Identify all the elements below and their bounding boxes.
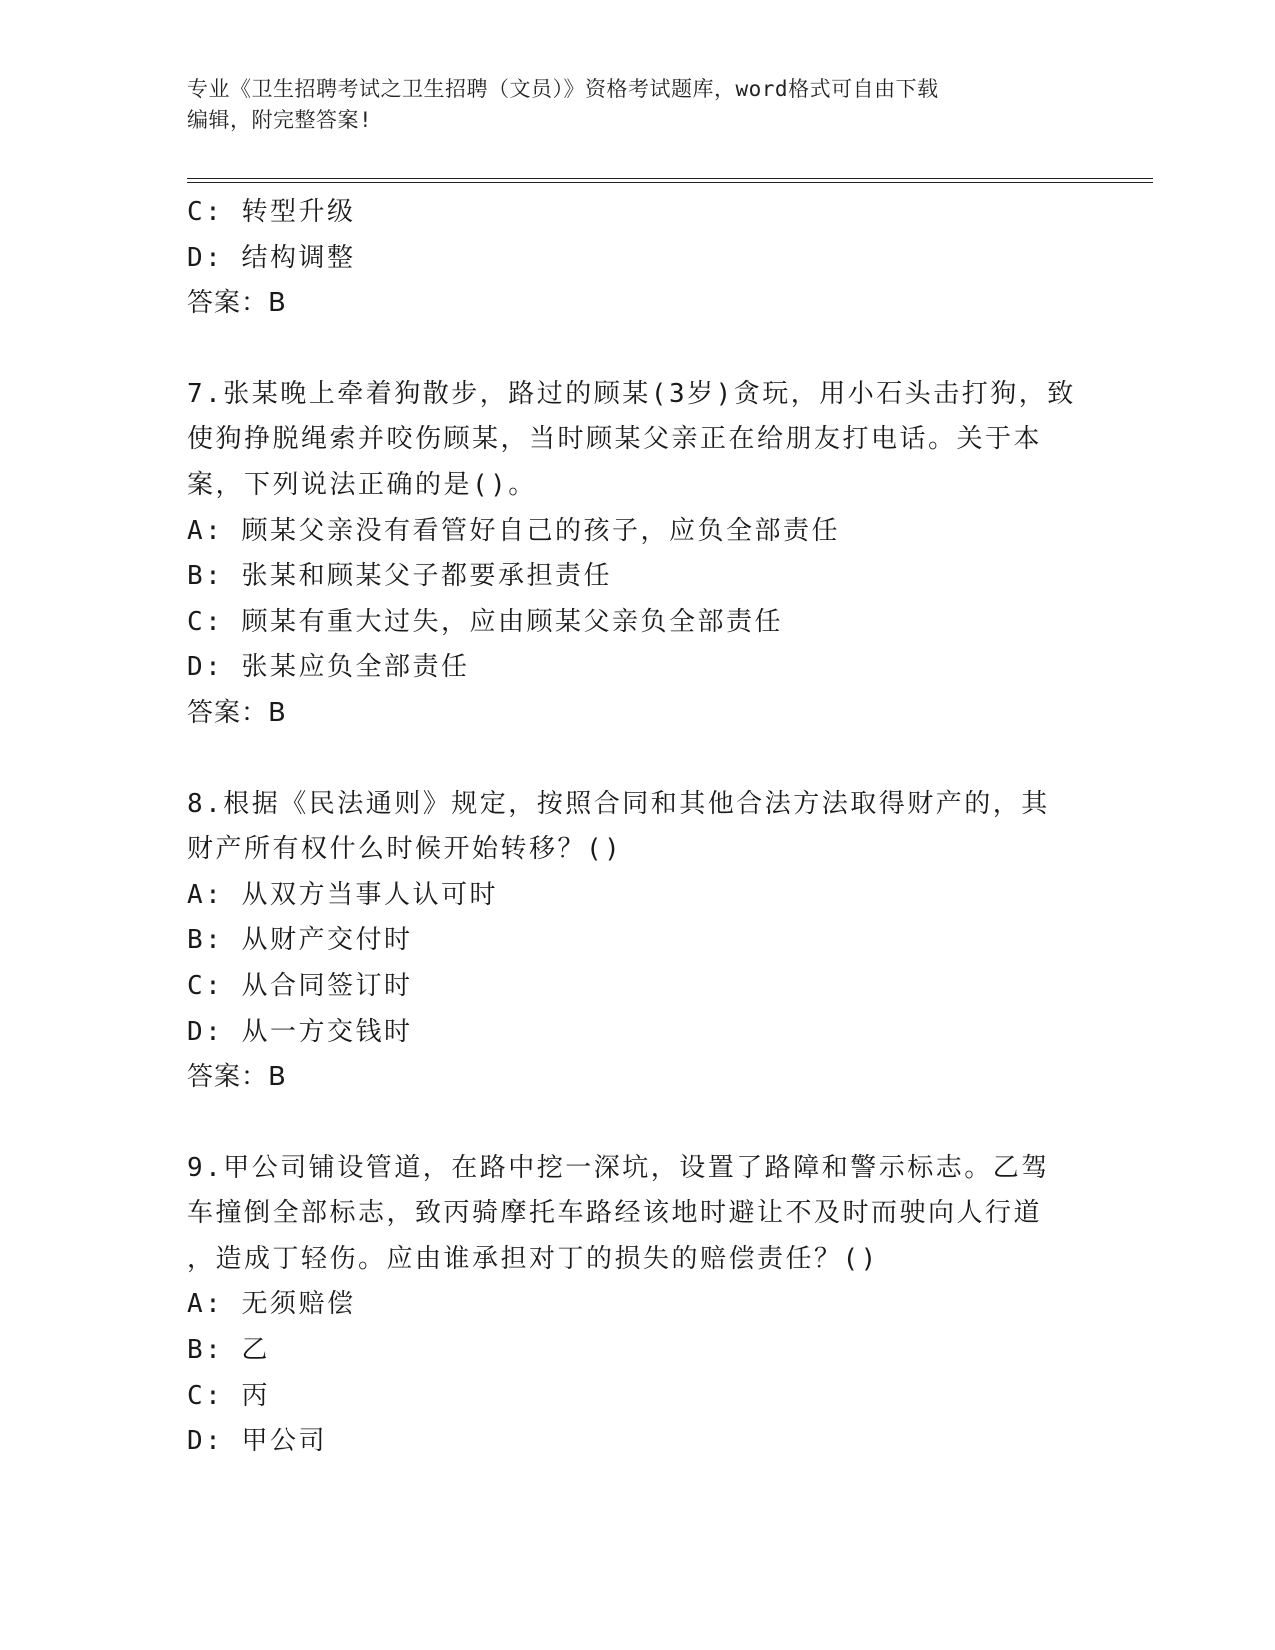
question-content [187,190,1147,1465]
header-divider-top [187,178,1153,179]
question-text-line: 使狗挣脱绳索并咬伤顾某，当时顾某父亲正在给朋友打电话。关于本 [187,424,1043,455]
option-a: A: 无须赔偿 [187,1289,356,1320]
option-d: D: 张某应负全部责任 [187,652,470,683]
question-text-line: 车撞倒全部标志，致丙骑摩托车路经该地时避让不及时而驶向人行道 [187,1198,1043,1229]
page-header [187,74,1087,136]
question-block-9 [187,1146,1147,1465]
option-d: D: 甲公司 [187,1426,327,1457]
option-b: B: 乙 [187,1335,270,1366]
option-c: C: 转型升级 [187,197,356,227]
option-b: B: 张某和顾某父子都要承担责任 [187,561,612,592]
question-text-line: 案，下列说法正确的是()。 [187,469,537,500]
question-text-line: 8.根据《民法通则》规定，按照合同和其他合法方法取得财产的，其 [187,788,1050,819]
option-b: B: 从财产交付时 [187,925,413,956]
question-text-line: ，造成丁轻伤。应由谁承担对丁的损失的赔偿责任？() [187,1243,879,1274]
option-c: C: 丙 [187,1380,270,1411]
answer-line: 答案：B [187,288,287,319]
question-spacer [187,327,1147,372]
question-text-line: 财产所有权什么时候开始转移？() [187,834,623,865]
option-a: A: 顾某父亲没有看管好自己的孩子，应负全部责任 [187,515,840,546]
question-spacer [187,1101,1147,1146]
option-c: C: 顾某有重大过失，应由顾某父亲负全部责任 [187,606,783,637]
option-d: D: 从一方交钱时 [187,1016,413,1047]
question-spacer [187,737,1147,782]
question-block-prev [187,190,1147,327]
header-line-2: 编辑，附完整答案! [187,108,373,132]
header-line-1: 专业《卫生招聘考试之卫生招聘（文员）》资格考试题库，word格式可自由下载 [187,77,939,101]
option-c: C: 从合同签订时 [187,970,413,1001]
question-block-8 [187,782,1147,1101]
option-a: A: 从双方当事人认可时 [187,879,498,910]
question-block-7 [187,372,1147,737]
answer-line: 答案：B [187,697,287,728]
option-d: D: 结构调整 [187,242,356,273]
answer-line: 答案：B [187,1062,287,1093]
question-text-line: 9.甲公司铺设管道，在路中挖一深坑，设置了路障和警示标志。乙驾 [187,1152,1050,1183]
question-text-line: 7.张某晚上牵着狗散步，路过的顾某(3岁)贪玩，用小石头击打狗，致 [187,378,1076,409]
header-divider-bottom [187,182,1153,183]
